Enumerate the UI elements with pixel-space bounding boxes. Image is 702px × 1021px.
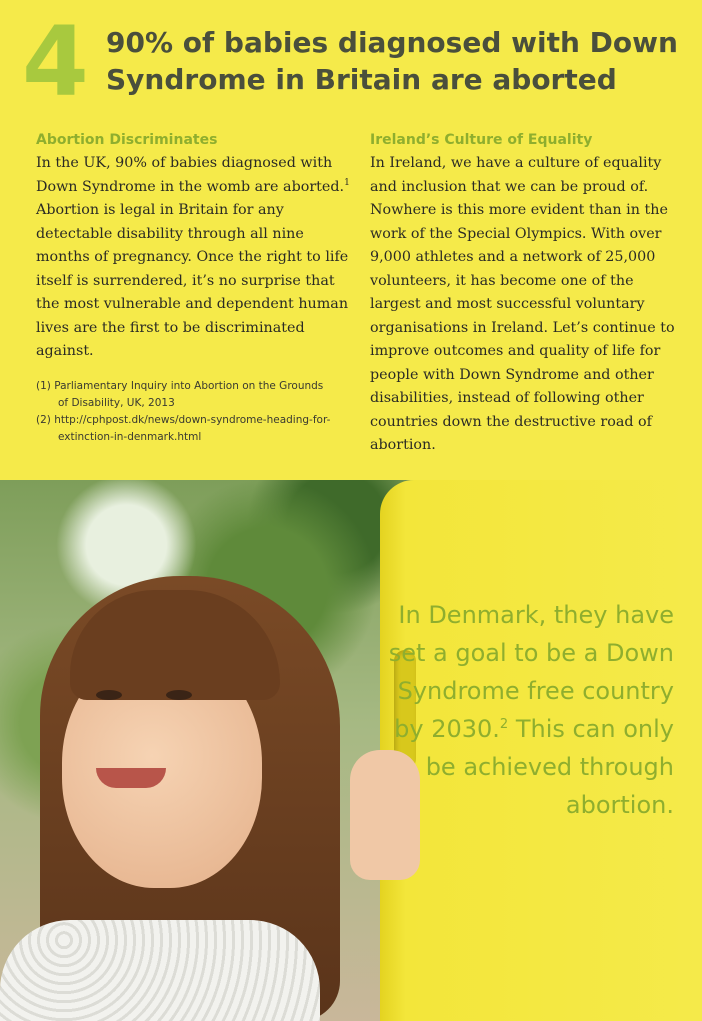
left-body-part2: Abortion is legal in Britain for any detectable disability through all nine months of pregnancy. Once the right to life itself is surrendered, it’s no surprise that the most vulnerable and dependent human lives are the first to be discriminated against. — [36, 202, 349, 359]
left-column-body — [36, 152, 354, 364]
right-column — [370, 130, 688, 458]
footnote-mark-2: 2 — [499, 717, 509, 732]
dress-shape — [0, 920, 320, 1021]
girl-photo — [0, 480, 702, 1021]
quote-part2: This can only be achieved through abortion. — [425, 715, 674, 819]
right-eye-shape — [166, 690, 192, 700]
footnote-mark-1: 1 — [344, 177, 350, 188]
right-column-heading: Ireland’s Culture of Equality — [370, 132, 593, 148]
text-panel — [0, 0, 702, 480]
quote-part1: In Denmark, they have set a goal to be a Down Syndrome free country by 2030. — [388, 601, 674, 743]
pull-quote — [374, 596, 674, 824]
section-number: 4 — [22, 6, 89, 118]
right-column-body: In Ireland, we have a culture of equality and inclusion that we can be proud of. Nowhere is this more evident than in the work of the Special Olympics. With over 9,000 athletes and a network of 25,000 volunteers, it has become one of the largest and most successful voluntary organisations in Ireland. Let’s continue to improve outcomes and quality of life for people with Down Syndrome and other disabilities, instead of following other countries down the destructive road of abortion. — [370, 155, 675, 453]
references-list — [36, 378, 336, 446]
left-body-part1: In the UK, 90% of babies diagnosed with Down Syndrome in the womb are aborted. — [36, 155, 345, 195]
smile-shape — [96, 768, 166, 788]
left-column — [36, 130, 354, 364]
reference-2: (2) http://cphpost.dk/news/down-syndrome-heading-for-extinction-in-denmark.html — [36, 414, 331, 443]
left-column-heading: Abortion Discriminates — [36, 132, 218, 148]
headline: 90% of babies diagnosed with Down Syndrome in Britain are aborted — [106, 26, 678, 96]
left-eye-shape — [96, 690, 122, 700]
reference-1: (1) Parliamentary Inquiry into Abortion on the Grounds of Disability, UK, 2013 — [36, 380, 324, 409]
